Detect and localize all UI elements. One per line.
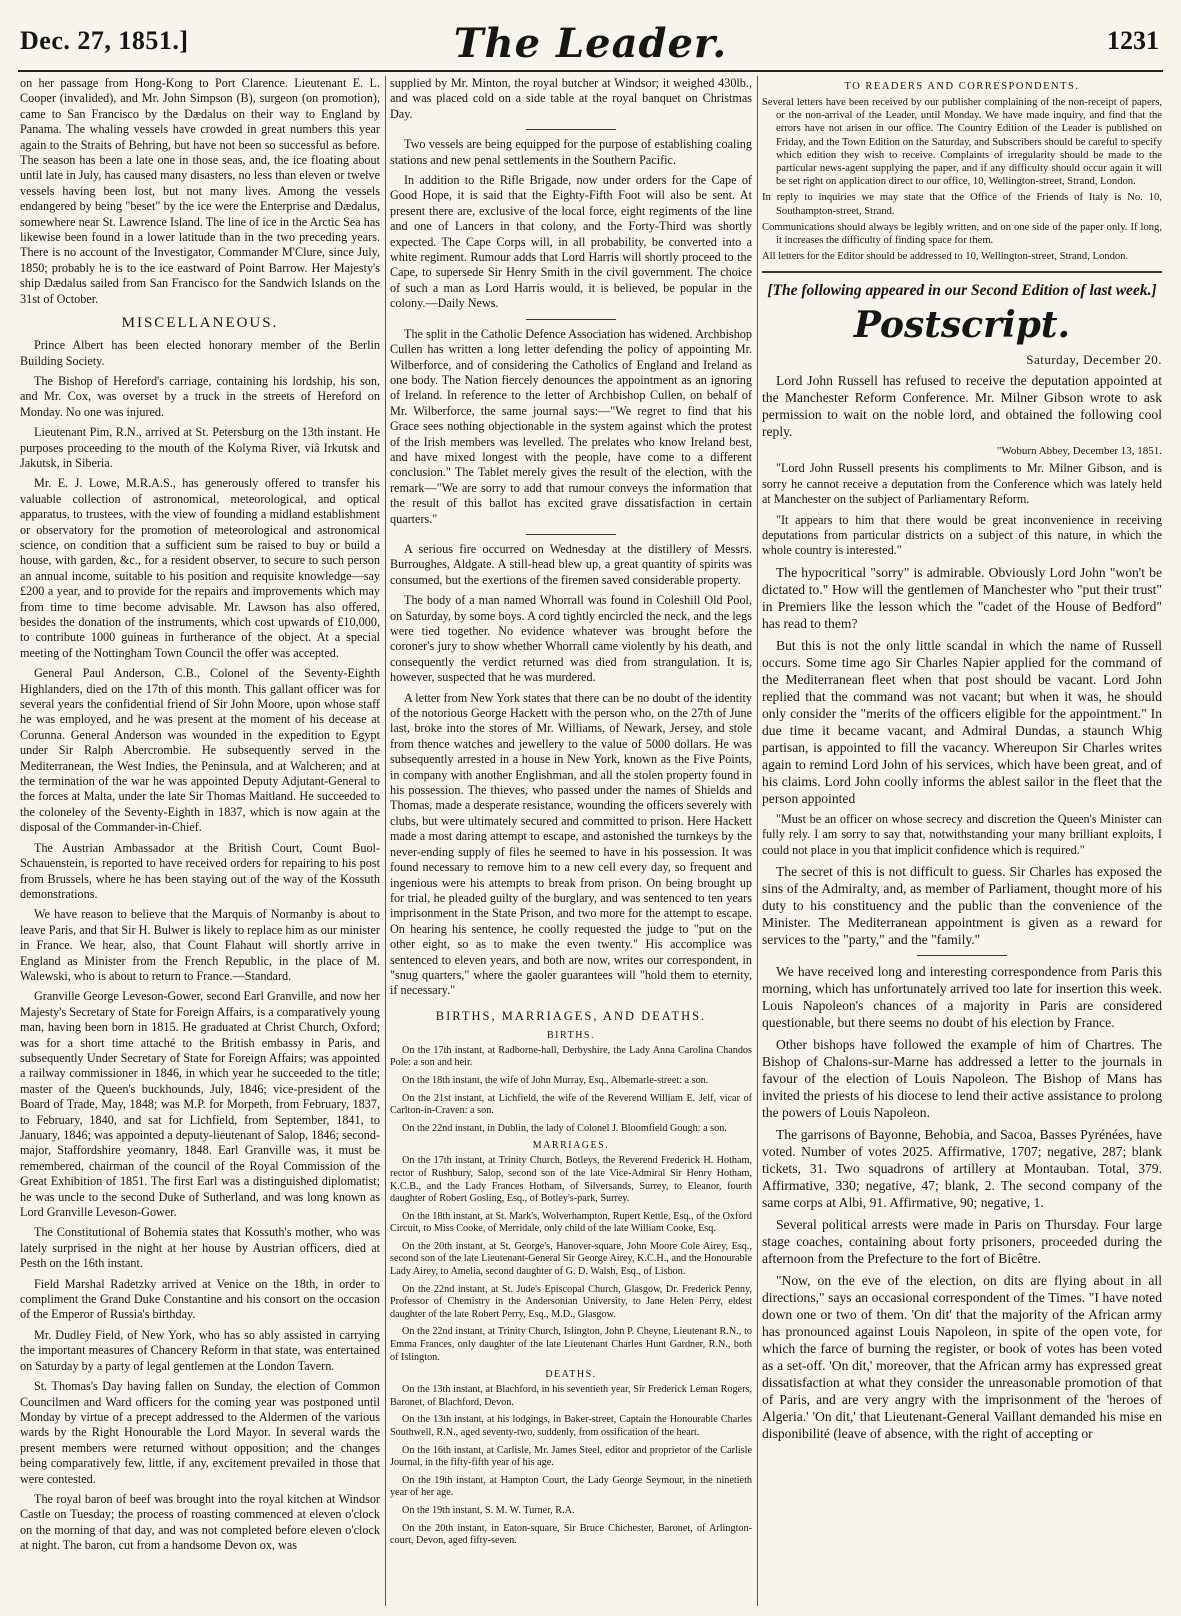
birth-notice: On the 17th instant, at Radborne-hall, Derbyshire, the Lady Anna Carolina Chandos Pole: a son and heir. (390, 1044, 752, 1069)
paragraph: A serious fire occurred on Wednesday at the distillery of Messrs. Burroughes, Aldgate. A still-head blew up, a great quantity of spirits was consumed, but the exertions of the firemen saved considerable property. (390, 541, 752, 587)
column-3 (762, 76, 1162, 1606)
column-divider (385, 76, 386, 1606)
notices-heading: TO READERS AND CORRESPONDENTS. (844, 81, 1080, 92)
postscript-title: Postscript. (853, 304, 1071, 347)
column-divider (757, 76, 758, 1606)
page-header (0, 0, 1181, 68)
postscript-dateline: Saturday, December 20. (1026, 352, 1162, 368)
notice: Several letters have been received by our publisher complaining of the non-receipt of papers, or the non-arrival of the Leader, until Monday. We have made inquiry, and find that the errors have not arisen in our office. The Country Edition of the Leader is published on Friday, and the Town Edition on the Saturday, and Subscribers should be careful to specify which edition they wish to receive. Complaints of irregularity should be made to the particular news-agent supplying the paper, and if any difficulty should occur again it will be set right on application direct to our office, 10, Wellington-street, Strand, London. (762, 97, 1162, 188)
paragraph: Several political arrests were made in Paris on Thursday. Four large stage coaches, containing about forty prisoners, proceeded during the afternoon from the Prefecture to the fort of Bicêtre. (762, 1217, 1162, 1267)
paragraph: The Bishop of Hereford's carriage, containing his lordship, his son, and Mr. Cox, was overset by a truck in the streets of Hereford on Monday. No one was injured. (20, 373, 380, 419)
paragraph: The split in the Catholic Defence Association has widened. Archbishop Cullen has written a long letter defending the policy of appointing Mr. Wilberforce, and of considering the Catholics of England and Ireland as one body. The Nation fiercely denounces the appointment as an ignoring of Ireland. In reference to the letter of Archbishop Cullen, on behalf of Mr. Wilberforce, the same journal says:—"We regret to find that his Grace sees nothing objectionable in the system against which the protest of the Irish members was levelled. The prelates who know Ireland best, and have mixed longest with the people, have come to a different conclusion." The Tablet merely gives the result of the election, with the remark—"We are sorry to add that rumour conveys the information that the result of this ballot has excited grave dissatisfaction in certain quarters." (390, 326, 752, 526)
divider (917, 955, 1007, 956)
paragraph: General Paul Anderson, C.B., Colonel of the Seventy-Eighth Highlanders, died on the 17th of this month. This gallant officer was for several years the confidential friend of Sir John Moore, upon whose staff he was employed, and he was present at the moment of his decease at Corunna. General Anderson was wounded in the expedition to Egypt under Sir Ralph Abercrombie. He subsequently served in the Mediterranean, the West Indies, the Peninsula, and at Walcheren; and at the termination of the war he was appointed Deputy Adjutant-General to the forces at Malta, under the late Sir Thomas Maitland. He succeeded to the coloneley of the Seventy-Eighth in 1837, which is now again at the disposal of the Commander-in-Chief. (20, 666, 380, 835)
paragraph: The Constitutional of Bohemia states that Kossuth's mother, who was lately surprised in the night at her house by Austrian officers, died at Pesth on the 16th instant. (20, 1225, 380, 1271)
paragraph: We have received long and interesting correspondence from Paris this morning, which has unfortunately arrived too late for insertion this week. Louis Napoleon's chances of a majority in Paris are considered questionable, but there seems no doubt of his election by France. (762, 964, 1162, 1031)
death-notice: On the 19th instant, at Hampton Court, the Lady George Seymour, in the ninetieth year of her age. (390, 1474, 752, 1499)
divider (762, 271, 1162, 273)
death-notice: On the 13th instant, at his lodgings, in Baker-street, Captain the Honourable Charles Southwell, R.N., aged seventy-two, suddenly, from ossification of the heart. (390, 1414, 752, 1438)
paragraph: Mr. E. J. Lowe, M.R.A.S., has generously offered to transfer his valuable collection of astronomical, meteorological, and optical apparatus, to trustees, with the view of founding a midland establishment or observatory for the promotion of meteorological and astronomical science, on condition that a sufficient sum be raised to buy or build a house, with garden, &c., for a resident observer, to secure to such person an annual income, suitable to his position and requisite knowledge—say £200 a year, and to provide for the repairs and improvements which may from time to time become advisable. Mr. Lawson has also offered, besides the donation of the instruments, which cost upwards of £10,000, to contribute 1000 guineas in furtherance of the object. At a special meeting of the Nottingham Town Council the offer was accepted. (20, 476, 380, 660)
letter-address: "Woburn Abbey, December 13, 1851. (996, 445, 1162, 458)
second-edition-note: [The following appeared in our Second Edition of last week.] (767, 282, 1157, 300)
paragraph: The Austrian Ambassador at the British Court, Count Buol-Schauenstein, is reported to have received orders for repairing to his post from Brussels, where he has been staying out of the way of the Kossuth demonstrations. (20, 840, 380, 901)
births-heading: BIRTHS. (547, 1029, 595, 1041)
paragraph: Other bishops have followed the example of him of Chartres. The Bishop of Chalons-sur-Marne has addressed a letter to the journals in favour of the election of Louis Napoleon. The Bishop of Mans has invited the priests of his diocese to lend their active assistance to prolong the powers of Louis Napoleon. (762, 1037, 1162, 1121)
paragraph: But this is not the only little scandal in which the name of Russell occurs. Some time ago Sir Charles Napier applied for the command of the Mediterranean fleet when that post should be vacant. Lord John replied that the command was not vacant; but when it was, he should only consider the "merits of the officers eligible for the appointment." In due time it became vacant, and Admiral Dundas, a staunch Whig partisan, is appointed to fill the vacancy. Whereupon Sir Charles writes again to remind Lord John of his services, which have been great, and of his claims. Lord John coolly informs the ablest sailor in the fleet that the person appointed (762, 637, 1162, 806)
divider (526, 319, 616, 320)
paragraph: Prince Albert has been elected honorary member of the Berlin Building Society. (20, 338, 380, 368)
death-notice: On the 20th instant, in Eaton-square, Sir Bruce Chichester, Baronet, of Arlington-court, Devon, aged fifty-seven. (390, 1522, 752, 1547)
paragraph: Granville George Leveson-Gower, second Earl Granville, and now her Majesty's Secretary of State for Foreign Affairs, is a comparatively young man, having been born in 1815. He graduated at Christ Church, Oxford; was for a short time attaché to the British embassy in Paris, and subsequently Under Secretary of State for Foreign Affairs; was appointed a railway commissioner in 1846, in which year he succeeded to the title; master of the Queen's buckhounds, July, 1846; vice-president of the Board of Trade, May, 1848; was M.P. for Morpeth, from February, 1837, to February, 1840, and sat for Lichfield, from September, 1841, to January, 1846; was appointed a deputy-lieutenant of Salop, 1846; second-major, Staffordshire yeomanry, 1848. Earl Granville was, it must be remembered, chairman of the council of the Royal Commission of the Great Exhibition of 1851. The first Earl was a distinguished diplomatist; he was uncle to the second Duke of Sutherland, and was long known as Lord Granville Leveson-Gower. (20, 989, 380, 1220)
marriage-notice: On the 18th instant, at St. Mark's, Wolverhampton, Rupert Kettle, Esq., of the Oxford Circuit, to Miss Cooke, of Merridale, only child of the late William Cooke, Esq. (390, 1210, 752, 1235)
paragraph: Lieutenant Pim, R.N., arrived at St. Petersburg on the 13th instant. He purposes proceeding to the mouth of the Kolyma River, viâ Irkutsk and Jakutsk, in Siberia. (20, 425, 380, 470)
masthead-title: The Leader. (453, 20, 728, 67)
section-title-bmd: BIRTHS, MARRIAGES, AND DEATHS. (435, 1008, 707, 1023)
column-1 (20, 76, 380, 1606)
birth-notice: On the 22nd instant, in Dublin, the lady of Colonel J. Bloomfield Gough: a son. (402, 1122, 727, 1134)
paragraph: We have reason to believe that the Marquis of Normanby is about to leave Paris, and that Sir H. Bulwer is likely to replace him as our minister in France. We hear, also, that Count Flahaut will shortly arrive in England as Minister from the French Republic, in the place of M. Walewski, who is about to return to France.—Standard. (20, 907, 380, 983)
marriage-notice: On the 17th instant, at Trinity Church, Botleys, the Reverend Frederick H. Hotham, rector of Rushbury, Salop, second son of the late Vice-Admiral Sir Henry Hotham, K.C.B., and the Lady Frances Hotham, of Silversands, Surrey, to Eleanor, fourth daughter of Robert Gosling, Esq., of Botley's-park, Surrey. (390, 1155, 752, 1205)
paragraph: The garrisons of Bayonne, Behobia, and Sacoa, Basses Pyrénées, have voted. Number of votes 2025. Affirmative, 1707; negative, 287; blank tickets, 31. Two squadrons of artillery at Montauban. Total, 379. Affirmative, 330; negative, 47; blank, 2. The second company of the same corps at Albi, 91. Affirmative, 90; negative, 1. (762, 1127, 1162, 1211)
section-title-miscellaneous: MISCELLANEOUS. (121, 315, 279, 332)
paragraph: "Now, on the eve of the election, on dits are flying about in all directions," says an occasional correspondent of the Times. "I have noted down one or two of them. 'On dit' that the majority of the African army has pronounced against Louis Napoleon, in spite of the open vote, for which the farce of burning the register, or book of votes has been voted as a set-off. 'On dit,' moreover, that the African army has expressed great dissatisfaction at what they consider the unreasonable promotion of that of Paris, and are very angry with the imprisonment of the 'heroes of Algeria.' 'On dit,' that Lieutenant-General Vaillant demanded his mise en disponibilité (leave of absence, with the right of accepting or (762, 1273, 1162, 1442)
letter-text: "Lord John Russell presents his compliments to Mr. Milner Gibson, and is sorry he cannot receive a deputation from the Conference which was lately held at Manchester on the subject of Parliamentary Reform. (762, 461, 1162, 507)
letter-text: "It appears to him that there would be great inconvenience in receiving deputations from particular districts on a subject of this nature, in which the whole country is interested." (762, 512, 1162, 558)
deaths-heading: DEATHS. (545, 1369, 597, 1381)
marriage-notice: On the 20th instant, at St. George's, Hanover-square, John Moore Cole Airey, Esq., second son of the late Lieutenant-General Sir George Airey, K.C.H., and the Honourable Lady Airey, to Amelia, second daughter of G. D. Walsh, Esq., of Lisbon. (390, 1240, 752, 1278)
paragraph: Lord John Russell has refused to receive the deputation appointed at the Manchester Reform Conference. Mr. Milner Gibson wrote to ask permission to wait on the noble lord, and obtained the following cool reply. (762, 373, 1162, 440)
column-2 (390, 76, 752, 1606)
birth-notice: On the 21st instant, at Lichfield, the wife of the Reverend William E. Jelf, vicar of Carlton-in-Craven: a son. (390, 1092, 752, 1117)
notice: Communications should always be legibly written, and on one side of the paper only. If long, it increases the difficulty of finding space for them. (762, 221, 1162, 247)
paragraph: Field Marshal Radetzky arrived at Venice on the 18th, in order to compliment the Grand Duke Constantine and his consort on the occasion of the Emperor of Russia's birthday. (20, 1276, 380, 1322)
paragraph: Two vessels are being equipped for the purpose of establishing coaling stations and new penal settlements in the Southern Pacific. (390, 137, 752, 167)
article-continuation: on her passage from Hong-Kong to Port Clarence. Lieutenant E. L. Cooper (invalided), and Mr. John Simpson (B), surgeon (on promotion), came to San Francisco by the Dædalus on their way to England by Panama. The whaling vessels have crowded in great numbers this year again to the Straits of Behring, but have not been so successful as before. The season has been a late one in those seas, and, the ice floating about until late in July, has caused many disasters, no less than eleven or twelve vessels having been lost, but not many lives. Among the vessels endangered by being "beset" by the ice were the Enterprise and Dædalus, somewhere near St. Lawrence Island. The line of ice in the Arctic Sea has likewise been found in a lower latitude than in the two preceding years. There is no account of the Investigator, Commander M'Clure, since July, 1850; probably he is to the ice eastward of Point Barrow. Her Majesty's ship Dædalus sailed from San Francisco for the Sandwich Islands on the 31st of October. (20, 76, 380, 306)
paragraph: In addition to the Rifle Brigade, now under orders for the Cape of Good Hope, it is said that the Eighty-Fifth Foot will also be sent. At present there are, exclusive of the local force, eight regiments of the line and one of Lancers in that colony, and the Forty-Third was shortly expected. The Cape Corps will, in all probability, be converted into a white regiment. Rumour adds that Lord Harris will shortly proceed to the Cape, to supersede Sir Henry Smith in the civil government. The choice of such a man as Lord Harris would, it is believed, be popular in the colony.—Daily News. (390, 173, 752, 311)
birth-notice: On the 18th instant, the wife of John Murray, Esq., Albemarle-street: a son. (402, 1074, 709, 1086)
paragraph: The royal baron of beef was brought into the royal kitchen at Windsor Castle on Tuesday; the process of roasting commenced at eleven o'clock on the morning of that day, and was not completed before eleven o'clock at night. The baron, cut from a handsome Devon ox, was (20, 1491, 380, 1553)
paragraph: The secret of this is not difficult to guess. Sir Charles has exposed the sins of the Admiralty, and, as member of Parliament, thought more of his duty to his constituency and the public than the convenience of the Minister. The Mediterranean appointment is given as a reward for services to the "party," and the "family." (762, 864, 1162, 948)
death-notice: On the 13th instant, at Blachford, in his seventieth year, Sir Frederick Leman Rogers, Baronet, of Blachford, Devon. (390, 1384, 752, 1408)
death-notice: On the 19th instant, S. M. W. Turner, R.A. (402, 1504, 575, 1516)
paragraph: The hypocritical "sorry" is admirable. Obviously Lord John "won't be dictated to." How will the gentlemen of Manchester who "put their trust" in Premiers like the lesson which the "cadet of the House of Bedford" has read to them? (762, 564, 1162, 631)
notice: All letters for the Editor should be addressed to 10, Wellington-street, Strand, London. (762, 251, 1129, 263)
marriage-notice: On the 22nd instant, at St. Jude's Episcopal Church, Glasgow, Dr. Frederick Penny, Professor of Chemistry in the Andersonian University, to Jane Helen Perry, eldest daughter of the late Robert Perry, Esq., M.D., Glasgow. (390, 1283, 752, 1320)
notices-block (762, 96, 1162, 263)
paragraph: The body of a man named Whorrall was found in Coleshill Old Pool, on Saturday, by some boys. A cord tightly encircled the neck, and the legs were tied together. No evidence whatever was brought before the coroner's jury to show whether Whorrall came violently by his death, and consequently the verdict returned was died from strangulation. It is, however, suspected that he was murdered. (390, 593, 752, 685)
marriage-notice: On the 22nd instant, at Trinity Church, Islington, John P. Cheyne, Lieutenant R.N., to Emma Frances, only daughter of the late Lieutenant Charles Hunt Gardner, R.N., both of Islington. (390, 1326, 752, 1363)
marriages-heading: MARRIAGES. (532, 1140, 610, 1152)
paragraph: Mr. Dudley Field, of New York, who has so ably assisted in carrying the important measures of Chancery Reform in that state, was entertained on Saturday by a party of legal gentlemen at the London Tavern. (20, 1327, 380, 1373)
paragraph: A letter from New York states that there can be no doubt of the identity of the notorious George Hackett with the person who, on the 27th of June last, broke into the stores of Mr. Williams, of Newark, Jersey, and stole from thence watches and jewellery to the value of 5000 dollars. He was subsequently arrested in a house in New York, known as the Five Points, in company with another Englishman, and all the stolen property found in his possession. The thieves, who passed under the names of Shields and Thomas, made a desperate resistance, wounding the officers severely with clubs, but were ultimately secured and committed to prison. Here Hackett made a most daring attempt to escape, and astonished the turnkeys by the never-ending supply of files he seemed to have in his possession. It was found necessary to remove him to a new cell every day, so frequent and ingenious were his attempts to break from prison. On being brought up for trial, he pleaded guilty of the burglary, and was sentenced to ten years imprisonment in the State Prison, and two more for the attempt to escape. On hearing his sentence, he coolly requested the judge to "put on the other eight, so as to make the even twenty." His accomplice was sentenced to eleven years, and both are now, writes our correspondent, in "snug quarters," where the gaoler guarantees will "hold them to eternity, if necessary." (390, 690, 752, 998)
page-number: 1231 (1107, 26, 1159, 55)
quoted-letter: "Must be an officer on whose secrecy and discretion the Queen's Minister can fully rely. I am sorry to say that, notwithstanding your many brilliant exploits, I could not place in you that implicit confidence which is required." (762, 811, 1162, 857)
issue-date: Dec. 27, 1851.] (20, 26, 189, 55)
divider (526, 534, 616, 535)
paragraph: St. Thomas's Day having fallen on Sunday, the election of Common Councilmen and Ward officers for the coming year was postponed until Monday by virtue of a precept addressed to the Aldermen of the various wards by the Right Honourable the Lord Mayor. In several wards the present members were returned without opposition; and the changes being comparatively few, little, if any, excitement prevailed in those that were contested. (20, 1379, 380, 1486)
notice: In reply to inquiries we may state that the Office of the Friends of Italy is No. 10, Southampton-street, Strand. (762, 192, 1162, 217)
death-notice: On the 16th instant, at Carlisle, Mr. James Steel, editor and proprietor of the Carlisle Journal, in the fifty-fifth year of his age. (390, 1444, 752, 1469)
divider (526, 129, 616, 130)
paragraph: supplied by Mr. Minton, the royal butcher at Windsor; it weighed 430lb., and was placed cold on a side table at the royal banquet on Christmas Day. (390, 76, 752, 121)
header-rule (18, 70, 1163, 72)
